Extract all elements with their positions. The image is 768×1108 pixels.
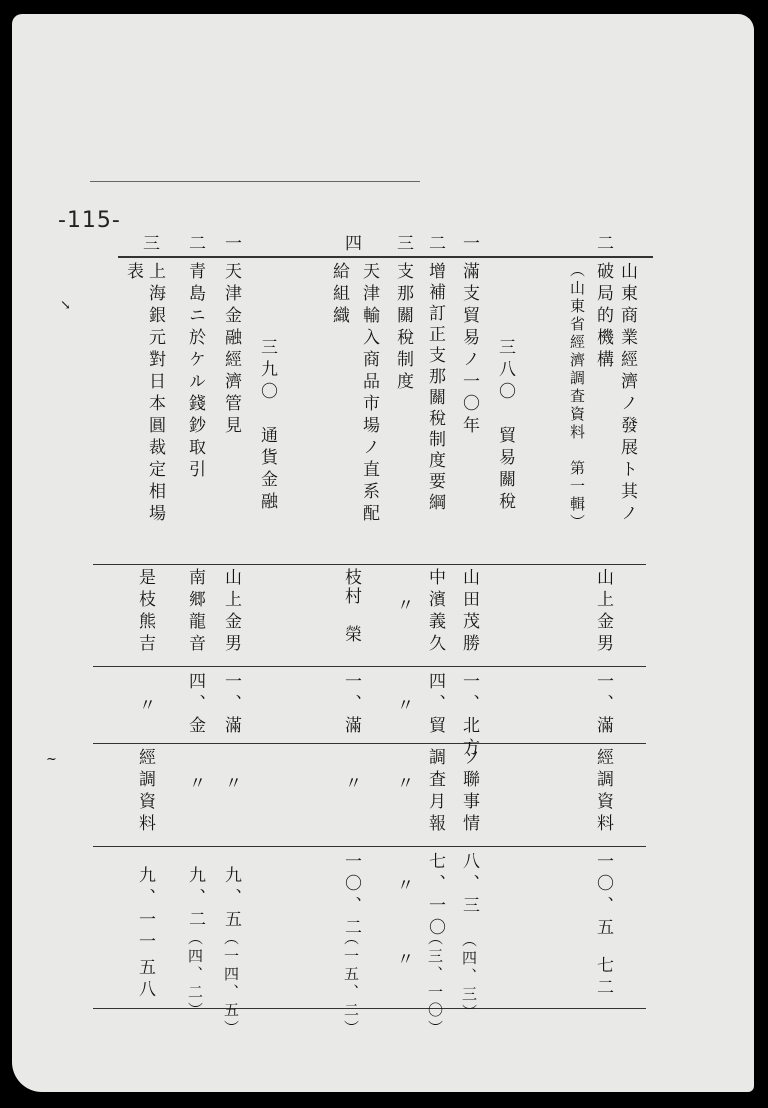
document-page: [12, 14, 754, 1092]
entry-title: 支那關稅制度: [393, 262, 413, 394]
entry-number: 一: [459, 234, 479, 256]
entry-number: 一: [221, 234, 241, 256]
entry-title: 增補訂正支那關稅制度要綱: [425, 262, 445, 514]
entry-pages: （一五、二）: [342, 930, 360, 1038]
entry-location: 〃: [393, 696, 413, 718]
bottom-rule: [93, 1008, 646, 1009]
entry-title: 上海銀元對日本圓裁定相場: [145, 262, 165, 526]
entry-number: 三: [139, 234, 159, 256]
entry-pages: （三、一〇）: [426, 930, 444, 1038]
entry-title-cont: 表: [123, 262, 143, 284]
entry-number: 二: [593, 234, 613, 256]
top-rule: [90, 181, 420, 182]
entry-source: 〃: [185, 774, 205, 796]
entry-title: 天津金融經濟管見: [221, 262, 241, 438]
column-divider-location-source: [93, 743, 646, 744]
entry-location: 四、貿: [425, 672, 445, 738]
entry-source: 〃: [341, 774, 361, 796]
entry-pages: 七二: [593, 956, 613, 1000]
column-divider-source-number: [93, 846, 646, 847]
entry-pages: 〃: [393, 950, 413, 972]
entry-author: 山田茂勝: [459, 568, 479, 656]
entry-number-issue: 一〇、五: [593, 852, 613, 940]
entry-title: 滿支貿易ノ一〇年: [459, 262, 479, 438]
section-heading: 三九〇 通貨金融: [257, 338, 277, 514]
entry-location: 一、滿: [221, 672, 241, 738]
entry-title: 山東商業經濟ノ發展ト其ノ: [617, 262, 637, 526]
entry-source: 〃: [393, 774, 413, 796]
scan-mark: ~: [46, 752, 57, 767]
entry-source: 經調資料: [135, 748, 155, 836]
entry-author: 中濱義久: [425, 568, 445, 656]
entry-source: ソ聯事情: [459, 748, 479, 836]
entry-author: 南郷龍音: [185, 568, 205, 656]
header-rule: [118, 256, 653, 258]
entry-subtitle: （山東省經濟調査資料 第一輯）: [568, 262, 586, 532]
column-divider-title-author: [93, 564, 646, 565]
entry-location: 四、金: [185, 672, 205, 738]
entry-number-issue: 九、二: [185, 866, 205, 932]
entry-pages: （四、二）: [186, 930, 204, 1020]
entry-source: 調査月報: [425, 748, 445, 836]
scan-mark: ↘: [60, 298, 71, 313]
entry-number-issue: 九、五: [221, 866, 241, 932]
entry-location: 一、滿: [593, 672, 613, 738]
entry-number-issue: 一〇、二: [341, 852, 361, 940]
entry-author: 〃: [393, 596, 413, 618]
entry-title: 青島ニ於ケル錢鈔取引: [185, 262, 205, 482]
entry-location: 一、滿: [341, 672, 361, 738]
entry-number: 三: [393, 234, 413, 256]
entry-number-issue: 七、一〇: [425, 852, 445, 940]
entry-pages: 五八: [135, 958, 155, 1002]
section-heading: 三八〇 貿易關稅: [495, 338, 515, 514]
entry-number: 二: [185, 234, 205, 256]
entry-location: 〃: [135, 696, 155, 718]
entry-author: 枝村 榮: [341, 568, 361, 644]
column-divider-author-location: [93, 666, 646, 667]
entry-location: 一、北方: [459, 672, 479, 760]
entry-author: 是枝熊吉: [135, 568, 155, 656]
entry-source: 〃: [221, 774, 241, 796]
entry-source: 經調資料: [593, 748, 613, 836]
entry-title-cont: 破局的機構: [593, 262, 613, 372]
entry-number: 二: [425, 234, 445, 256]
entry-pages: （四、三）: [460, 932, 478, 1022]
entry-author: 山上金男: [221, 568, 241, 656]
entry-title: 天津輸入商品市場ノ直系配: [359, 262, 379, 526]
entry-pages: （一四、五）: [222, 930, 240, 1038]
page-number: -115-: [58, 208, 121, 233]
entry-title-cont: 給組織: [329, 262, 349, 328]
entry-number-issue: 〃: [393, 876, 413, 898]
entry-number-issue: 八、三: [459, 852, 479, 918]
entry-author: 山上金男: [593, 568, 613, 656]
entry-number: 四: [341, 234, 361, 256]
entry-number-issue: 九、一一: [135, 866, 155, 954]
